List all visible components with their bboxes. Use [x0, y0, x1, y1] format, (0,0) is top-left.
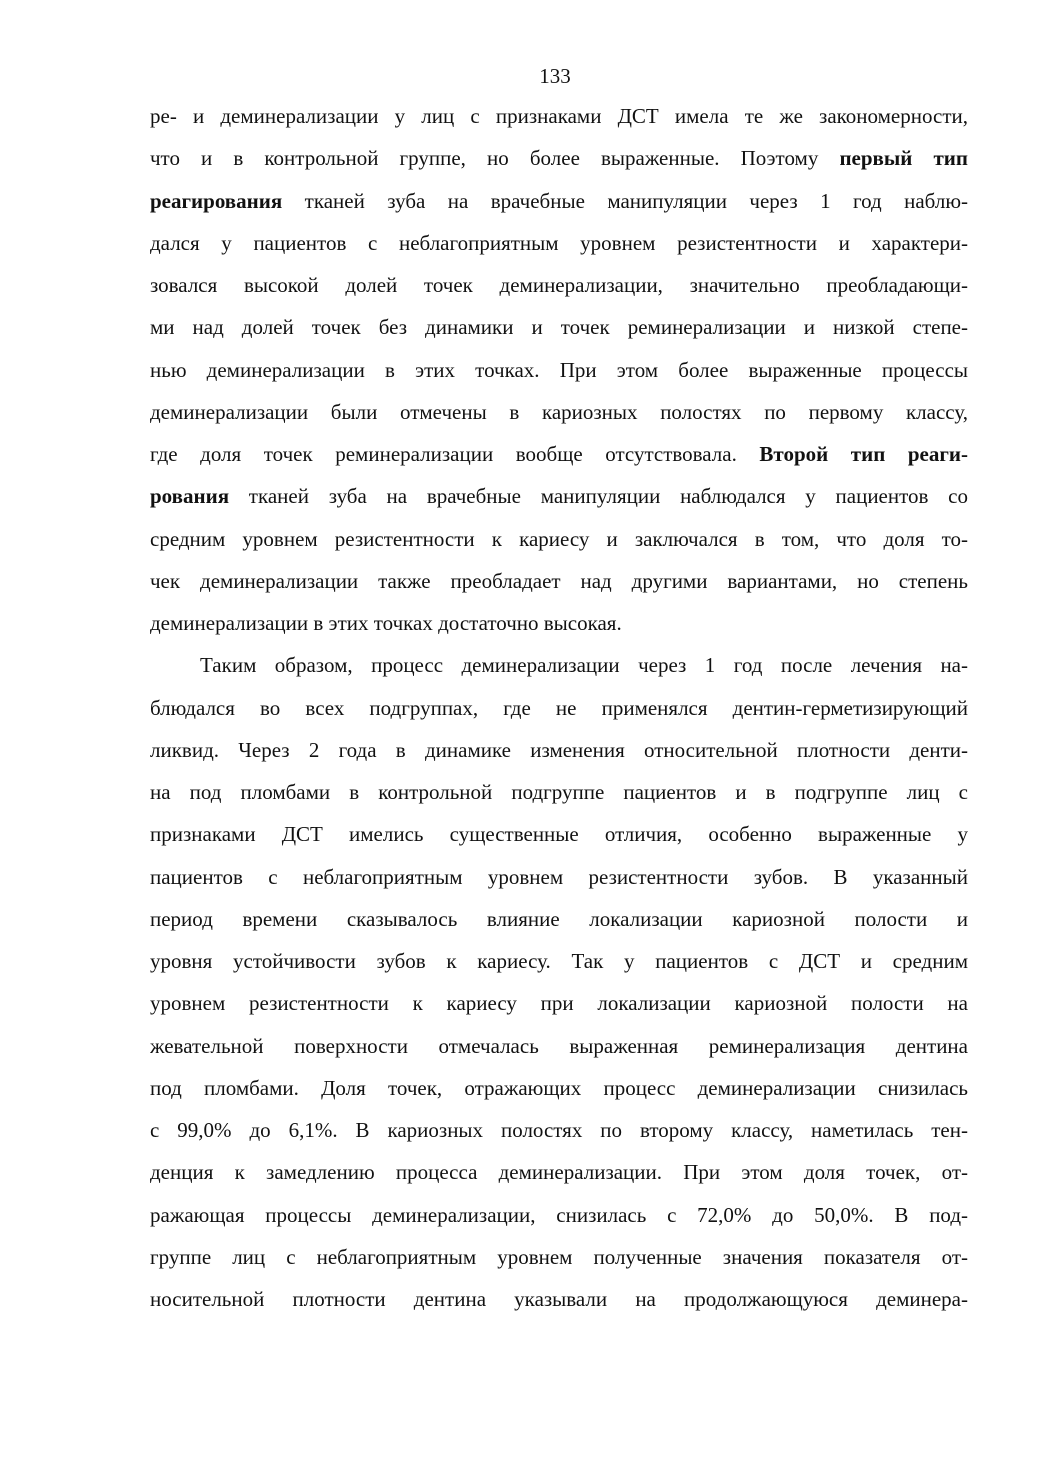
text-segment: ражающая процессы деминерализации, снизилась с 72,0% до 50,0%. В под- [150, 1202, 968, 1227]
bold-term: Второй тип реаги- [759, 442, 968, 466]
paragraph [150, 95, 968, 644]
text-segment: чек деминерализации также преобладает над другими вариантами, но степень [150, 568, 968, 593]
text-segment: где доля точек реминерализации вообще отсутствовала. [150, 442, 760, 466]
text-line [150, 1067, 968, 1109]
text-line [150, 898, 968, 940]
text-segment: ликвид. Через 2 года в динамике изменения относительной плотности денти- [150, 737, 968, 762]
text-segment: период времени сказывалось влияние локализации кариозной полости и [150, 906, 968, 931]
text-segment: деминерализации в этих точках достаточно высокая. [150, 611, 622, 635]
page-number: 133 [539, 64, 571, 88]
text-line [150, 1109, 968, 1151]
text-segment: ре- и деминерализации у лиц с признаками ДСТ имела те же закономерности, [150, 104, 968, 128]
text-segment: уровня устойчивости зубов к кариесу. Так у пациентов с ДСТ и средним [150, 949, 968, 973]
paragraph [150, 644, 968, 1320]
text-line [150, 982, 968, 1024]
text-segment: признаками ДСТ имелись существенные отличия, особенно выраженные у [150, 822, 968, 847]
bold-term: реагирования [150, 188, 283, 213]
text-line [150, 1194, 968, 1236]
text-segment: дался у пациентов с неблагоприятным уровнем резистентности и характери- [150, 230, 968, 255]
text-line [150, 813, 968, 855]
text-segment: тканей зуба на врачебные манипуляции наблюдался у пациентов со [229, 484, 968, 509]
text-line [150, 729, 968, 771]
text-line [150, 1025, 968, 1067]
text-segment: с 99,0% до 6,1%. В кариозных полостях по второму классу, наметилась тен- [150, 1118, 968, 1142]
text-segment: ми над долей точек без динамики и точек реминерализации и низкой степе- [150, 315, 968, 340]
text-line [150, 306, 968, 348]
text-line [150, 391, 968, 433]
text-line [150, 687, 968, 729]
text-line [150, 475, 968, 517]
text-line [150, 349, 968, 391]
text-line [150, 771, 968, 813]
text-line [150, 856, 968, 898]
text-line [150, 222, 968, 264]
text-line [150, 560, 968, 602]
text-segment: носительной плотности дентина указывали на продолжающуюся деминера- [150, 1287, 968, 1311]
text-segment: уровнем резистентности к кариесу при локализации кариозной полости на [150, 991, 968, 1016]
text-segment: пациентов с неблагоприятным уровнем резистентности зубов. В указанный [150, 864, 968, 889]
bold-term: рования [150, 484, 230, 509]
text-line [150, 1151, 968, 1193]
text-line [150, 180, 968, 222]
text-segment: жевательной поверхности отмечалась выраженная реминерализация дентина [150, 1033, 968, 1058]
text-segment: денция к замедлению процесса деминерализации. При этом доля точек, от- [150, 1160, 968, 1185]
text-line [150, 95, 968, 137]
text-segment: зовался высокой долей точек деминерализации, значительно преобладающи- [150, 273, 968, 297]
text-line [150, 264, 968, 306]
text-segment: группе лиц с неблагоприятным уровнем полученные значения показателя от- [150, 1244, 968, 1269]
bold-term: первый тип [839, 146, 968, 171]
text-line [150, 1236, 968, 1278]
text-line [150, 137, 968, 179]
text-line [150, 1278, 968, 1320]
text-segment: тканей зуба на врачебные манипуляции через 1 год наблю- [282, 188, 968, 213]
text-segment: на под пломбами в контрольной подгруппе пациентов и в подгруппе лиц с [150, 780, 968, 804]
text-line [150, 518, 968, 560]
text-segment: деминерализации были отмечены в кариозных полостях по первому классу, [150, 399, 968, 424]
text-segment: под пломбами. Доля точек, отражающих процесс деминерализации снизилась [150, 1075, 968, 1100]
text-line [150, 602, 968, 644]
text-segment: блюдался во всех подгруппах, где не применялся дентин-герметизирующий [150, 695, 968, 720]
text-segment: средним уровнем резистентности к кариесу и заключался в том, что доля то- [150, 526, 968, 551]
text-segment: нью деминерализации в этих точках. При этом более выраженные процессы [150, 357, 968, 382]
text-line [150, 940, 968, 982]
text-line [150, 433, 968, 475]
text-segment: Таким образом, процесс деминерализации через 1 год после лечения на- [200, 653, 968, 678]
text-line [150, 644, 968, 686]
body-text [150, 95, 968, 1320]
text-segment: что и в контрольной группе, но более выраженные. Поэтому [150, 146, 840, 171]
